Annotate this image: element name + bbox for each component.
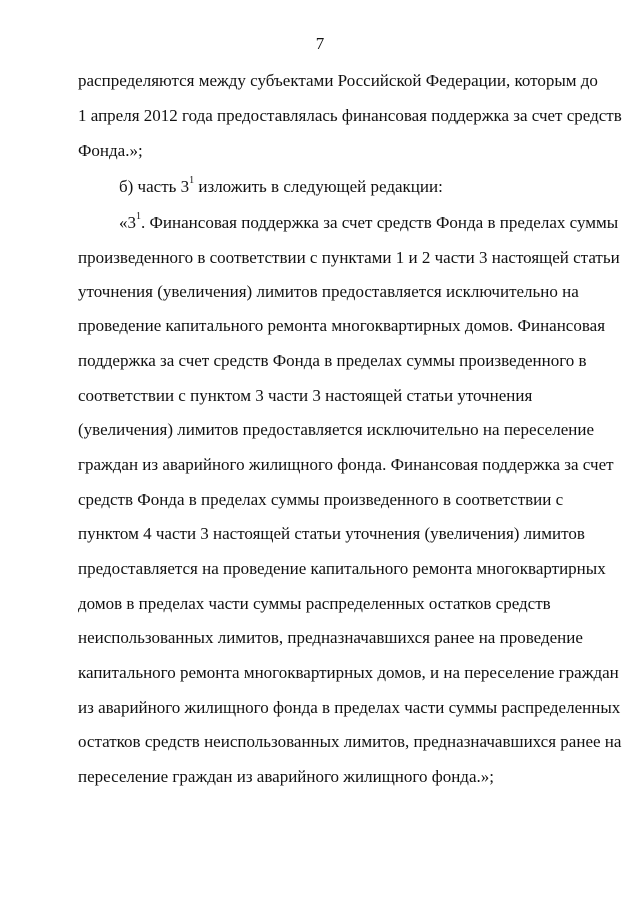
line-text: (увеличения) лимитов предоставляется исключительно на переселение — [78, 420, 594, 439]
superscript: 1 — [189, 175, 195, 187]
text-line — [78, 662, 619, 684]
superscript: 1 — [136, 211, 141, 223]
text-line — [78, 627, 583, 649]
line-text: Фонда.»; — [78, 141, 143, 160]
text-line — [78, 350, 587, 372]
line-text: переселение граждан из аварийного жилищного фонда.»; — [78, 767, 494, 786]
text-line — [78, 489, 562, 511]
page-number: 7 — [315, 34, 325, 53]
text-line — [78, 419, 594, 441]
line-text: пунктом 4 части 3 настоящей статьи уточнения (увеличения) лимитов — [78, 524, 585, 543]
text-line — [78, 593, 562, 615]
line-text: соответствии с пунктом 3 части 3 настоящей статьи уточнения — [78, 386, 533, 405]
line-text: проведение капитального ремонта многоквартирных домов. Финансовая — [78, 316, 606, 335]
text-line — [78, 70, 598, 92]
line-text: из аварийного жилищного фонда в пределах части суммы распределенных — [78, 698, 621, 717]
text-line — [78, 454, 614, 476]
line-text: произведенного в соответствии с пунктами 1 и 2 части 3 настоящей статьи — [78, 248, 620, 267]
text-line — [78, 140, 562, 162]
text-line — [78, 731, 622, 753]
text-line — [78, 558, 606, 580]
text-line — [78, 247, 620, 269]
text-line — [78, 523, 585, 545]
text-line — [78, 105, 622, 127]
line-text: уточнения (увеличения) лимитов предоставляется исключительно на — [78, 282, 579, 301]
text-line — [78, 697, 621, 719]
line-text: . Финансовая поддержка за счет средств Фонда в пределах суммы — [141, 213, 619, 232]
line-text: изложить в следующей редакции: — [194, 177, 443, 196]
text-line — [78, 315, 606, 337]
text-line — [78, 385, 562, 407]
line-text: распределяются между субъектами Российской Федерации, которым до — [78, 71, 598, 90]
text-line — [78, 281, 579, 303]
line-text: домов в пределах части суммы распределенных остатков средств — [78, 594, 551, 613]
line-text: предоставляется на проведение капитального ремонта многоквартирных — [78, 559, 606, 578]
line-text: неиспользованных лимитов, предназначавшихся ранее на проведение — [78, 628, 583, 647]
text-line — [119, 211, 619, 234]
line-text: остатков средств неиспользованных лимитов, предназначавшихся ранее на — [78, 732, 622, 751]
line-text: средств Фонда в пределах суммы произведенного в соответствии с — [78, 490, 564, 509]
text-line — [119, 176, 562, 198]
line-text: б) часть 3 — [119, 177, 190, 196]
line-text: граждан из аварийного жилищного фонда. Финансовая поддержка за счет — [78, 455, 614, 474]
text-line — [78, 766, 562, 788]
line-text: 1 апреля 2012 года предоставлялась финансовая поддержка за счет средств — [78, 106, 622, 125]
line-text: капитального ремонта многоквартирных домов, и на переселение граждан — [78, 663, 619, 682]
line-text: поддержка за счет средств Фонда в пределах суммы произведенного в — [78, 351, 587, 370]
line-text: «3 — [119, 213, 136, 232]
